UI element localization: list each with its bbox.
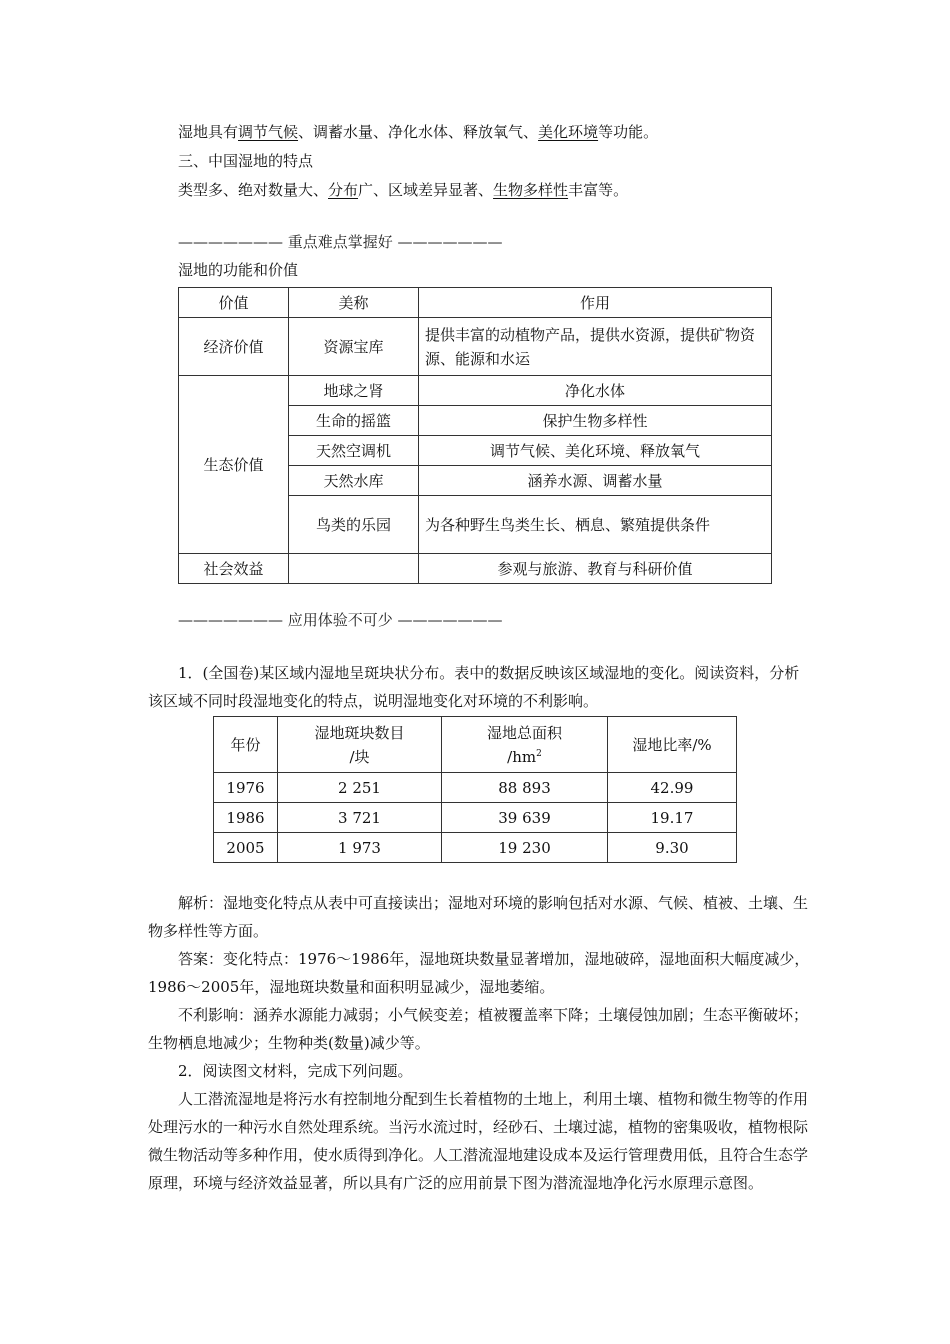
- wetland-change-table: [213, 716, 737, 863]
- cell-role: 提供丰富的动植物产品，提供水资源，提供矿物资源、能源和水运: [419, 318, 772, 376]
- unit-superscript: 2: [536, 748, 542, 759]
- cell-ratio: 42.99: [608, 773, 737, 803]
- text: 丰富等。: [568, 181, 629, 199]
- text: 、调蓄水量、净化水体、释放氧气、: [298, 123, 539, 141]
- header-year: 年份: [214, 717, 278, 773]
- cell-role: 保护生物多样性: [419, 406, 772, 436]
- question-text: 1．(全国卷)某区域内湿地呈斑块状分布。表中的数据反映该区域湿地的变化。阅读资料，分析该区域不同时段湿地变化的特点，说明湿地变化对环境的不利影响。: [148, 664, 800, 710]
- answer-section: [148, 889, 812, 1197]
- header-name: 美称: [289, 288, 419, 318]
- unit-base: /hm: [507, 747, 537, 766]
- underlined-term: 调节气候: [238, 123, 299, 141]
- unit: /块: [349, 747, 370, 766]
- cell-count: 1 973: [278, 833, 442, 863]
- wetland-value-table: [178, 287, 772, 584]
- text: 湿地具有: [178, 123, 239, 141]
- text: 湿地斑块数目: [314, 723, 405, 742]
- underlined-term: 美化环境: [538, 123, 599, 141]
- text: 广、区域差异显著、: [358, 181, 494, 199]
- underlined-term: 分布: [328, 181, 359, 199]
- question-2: 2．阅读图文材料，完成下列问题。: [178, 1062, 413, 1080]
- cell-area: 39 639: [442, 803, 608, 833]
- cell-year: 1986: [214, 803, 278, 833]
- cell-year: 1976: [214, 773, 278, 803]
- cell-name: 生命的摇篮: [289, 406, 419, 436]
- cell-value: 社会效益: [179, 554, 289, 584]
- cell-ratio: 9.30: [608, 833, 737, 863]
- cell-name: 资源宝库: [289, 318, 419, 376]
- header-value: 价值: [179, 288, 289, 318]
- header-ratio: 湿地比率/%: [608, 717, 737, 773]
- cell-role: 参观与旅游、教育与科研价值: [419, 554, 772, 584]
- cell-count: 3 721: [278, 803, 442, 833]
- section-divider-practice: ——————— 应用体验不可少 ———————: [178, 611, 503, 629]
- cell-name: 天然空调机: [289, 436, 419, 466]
- header-role: 作用: [419, 288, 772, 318]
- section-heading: 三、中国湿地的特点: [178, 152, 314, 170]
- impact-text: 不利影响：涵养水源能力减弱；小气候变差；植被覆盖率下降；土壤侵蚀加剧；生态平衡破坏；生物栖息地减少；生物种类(数量)减少等。: [148, 1006, 809, 1052]
- cell-name: 天然水库: [289, 466, 419, 496]
- analysis-text: 解析：湿地变化特点从表中可直接读出；湿地对环境的影响包括对水源、气候、植被、土壤、生物多样性等方面。: [148, 894, 809, 940]
- cell-role: 净化水体: [419, 376, 772, 406]
- cell-area: 88 893: [442, 773, 608, 803]
- cell-name: 鸟类的乐园: [289, 496, 419, 554]
- cell-role: 调节气候、美化环境、释放氧气: [419, 436, 772, 466]
- cell-year: 2005: [214, 833, 278, 863]
- text: 等功能。: [598, 123, 659, 141]
- cell-area: 19 230: [442, 833, 608, 863]
- material-text: 人工潜流湿地是将污水有控制地分配到生长着植物的土地上，利用土壤、植物和微生物等的作用处理污水的一种污水自然处理系统。当污水流过时，经砂石、土壤过滤，植物的密集吸收，植物根际微生物活动等多种作用，使水质得到净化。人工潜流湿地建设成本及运行管理费用低，且符合生态学原理，环境与经济效益显著，所以具有广泛的应用前景下图为潜流湿地净化污水原理示意图。: [148, 1090, 809, 1192]
- table-title: 湿地的功能和价值: [178, 261, 299, 279]
- unit: [448, 745, 601, 769]
- section-divider-key-points: ——————— 重点难点掌握好 ———————: [178, 233, 503, 251]
- intro-line-3: [178, 180, 628, 200]
- underlined-term: 生物多样性: [493, 181, 569, 199]
- text: 湿地总面积: [486, 723, 562, 742]
- question-1: [148, 659, 812, 715]
- intro-line-1: [178, 122, 658, 142]
- answer-text: 答案：变化特点：1976～1986年，湿地斑块数量显著增加，湿地破碎，湿地面积大幅度减少，1986～2005年，湿地斑块数量和面积明显减少，湿地萎缩。: [148, 950, 810, 996]
- cell-ratio: 19.17: [608, 803, 737, 833]
- cell-count: 2 251: [278, 773, 442, 803]
- cell-value: 生态价值: [179, 376, 289, 554]
- cell-role: 为各种野生鸟类生长、栖息、繁殖提供条件: [419, 496, 772, 554]
- header-count: [278, 717, 442, 773]
- header-area: [442, 717, 608, 773]
- cell-role: 涵养水源、调蓄水量: [419, 466, 772, 496]
- cell-name: 地球之肾: [289, 376, 419, 406]
- text: 类型多、绝对数量大、: [178, 181, 329, 199]
- cell-value: 经济价值: [179, 318, 289, 376]
- cell-name: [289, 554, 419, 584]
